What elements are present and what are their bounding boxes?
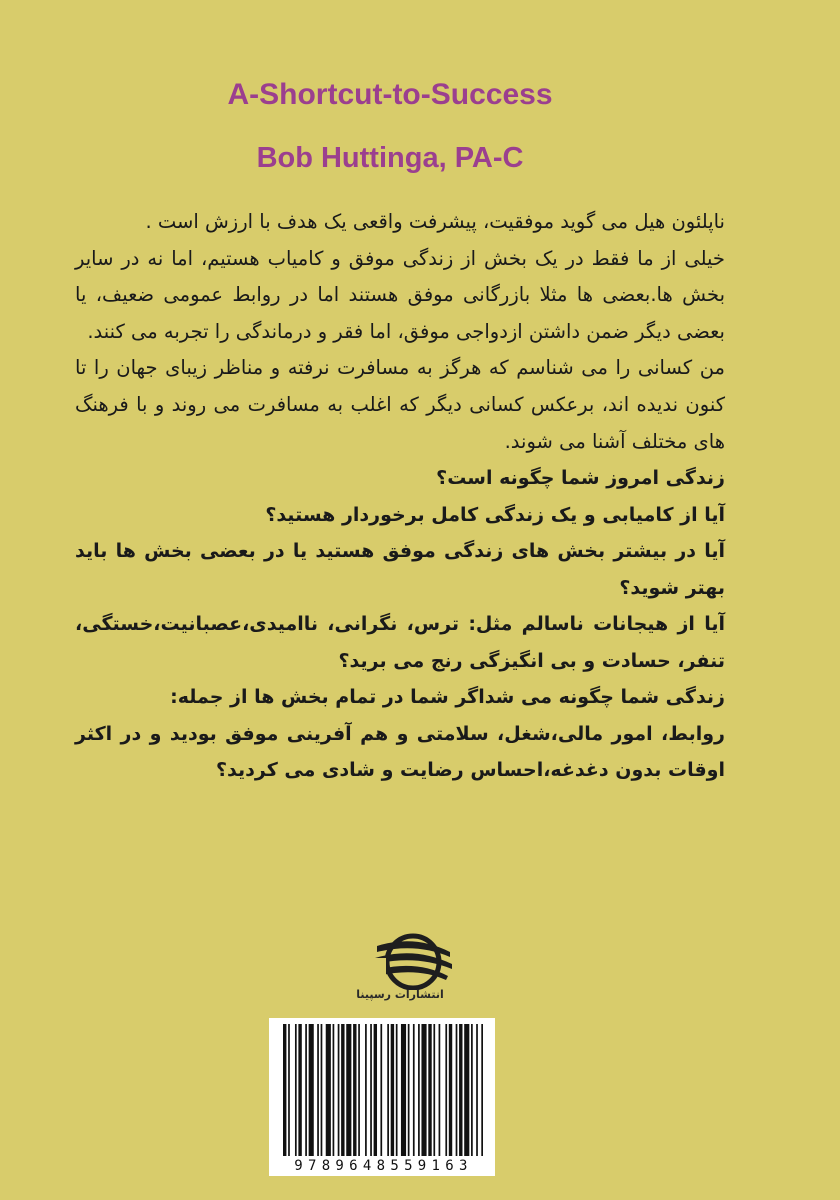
barcode-bar [428, 1024, 431, 1156]
barcode-bar [456, 1024, 458, 1156]
paragraph-travel: من کسانی را می شناسم که هرگز به مسافرت نرفته و مناظر زیبای جهان را تا کنون ندیده اند، برعکس کسانی دیگر که اغلب به مسافرت می روند و با فرهنگ های مختلف آشنا می شوند. [75, 356, 725, 453]
barcode-bar [445, 1024, 447, 1156]
barcode-bar [459, 1024, 462, 1156]
question-life-today: زندگی امروز شما چگونه است؟ [436, 467, 725, 490]
question-all-areas: زندگی شما چگونه می شداگر شما در تمام بخش ها از جمله: [170, 686, 725, 709]
question-relations: روابط، امور مالی،شغل، سلامتی و هم آفرینی موفق بودید و در اکثر اوقات بدون دغدغه،احساس رضایت و شادی می کردید؟ [75, 722, 725, 782]
barcode-bar [305, 1024, 307, 1156]
barcode-bar [391, 1024, 394, 1156]
barcode-bar [433, 1024, 435, 1156]
barcode-bar [321, 1024, 323, 1156]
question-most-areas: آیا در بیشتر بخش های زندگی موفق هستید یا در بعضی بخش ها باید بهتر شوید؟ [75, 540, 725, 599]
isbn-barcode [269, 1018, 495, 1176]
barcode-bar [358, 1024, 360, 1156]
barcode-bar [326, 1024, 331, 1156]
barcode-bar [338, 1024, 340, 1156]
publisher-logo [330, 930, 500, 1010]
barcode-bar [295, 1024, 297, 1156]
barcode-bar [481, 1024, 483, 1156]
barcode-bar [365, 1024, 367, 1156]
barcode-bar [374, 1024, 377, 1156]
isbn-number: 9789648559163 [281, 1158, 486, 1174]
barcode-bar [401, 1024, 406, 1156]
barcode-bar [353, 1024, 356, 1156]
barcode-bar [396, 1024, 398, 1156]
barcode-bar [421, 1024, 426, 1156]
question-emotions: آیا از هیجانات ناسالم مثل: ترس، نگرانی، ناامیدی،عصبانیت،خستگی، تنفر، حسادت و بی انگیزگی رنج می برید؟ [75, 613, 725, 672]
barcode-bar [387, 1024, 389, 1156]
barcode-bar [298, 1024, 301, 1156]
barcode-bar [317, 1024, 319, 1156]
barcode-bar [408, 1024, 410, 1156]
paragraph-partial-success: خیلی از ما فقط در یک بخش از زندگی موفق و کامیاب هستیم، اما نه در سایر بخش ها.بعضی ها مثلا بازرگانی موفق هستند اما در روابط عمومی ضعیف، یا بعضی دیگر ضمن داشتن ازدواجی موفق، اما فقر و درماندگی را تجربه می کنند. [75, 246, 725, 343]
book-author: Bob Huttinga, PA-C [256, 142, 524, 174]
barcode-bar [380, 1024, 382, 1156]
barcode-bar [341, 1024, 344, 1156]
barcode-bar [471, 1024, 473, 1156]
barcode-bar [283, 1024, 286, 1156]
book-title: A-Shortcut-to-Success [227, 78, 553, 111]
barcode-bar [476, 1024, 478, 1156]
barcode-bar [333, 1024, 335, 1156]
barcode-bar [370, 1024, 372, 1156]
barcode-bar [288, 1024, 290, 1156]
barcode-bar [449, 1024, 452, 1156]
paragraph-intro: ناپلئون هیل می گوید موفقیت، پیشرفت واقعی یک هدف با ارزش است . [145, 210, 725, 233]
barcode-bar [309, 1024, 314, 1156]
barcode-bar [464, 1024, 469, 1156]
barcode-bar [413, 1024, 415, 1156]
barcode-bar [346, 1024, 351, 1156]
barcode-bar [418, 1024, 420, 1156]
barcode-bars [283, 1024, 483, 1156]
publisher-swoosh-logo-icon [372, 930, 454, 990]
publisher-name: انتشارات رسپینا [356, 988, 444, 1001]
question-full-life: آیا از کامیابی و یک زندگی کامل برخوردار هستید؟ [265, 503, 725, 526]
barcode-bar [439, 1024, 441, 1156]
back-cover-text [75, 204, 725, 789]
